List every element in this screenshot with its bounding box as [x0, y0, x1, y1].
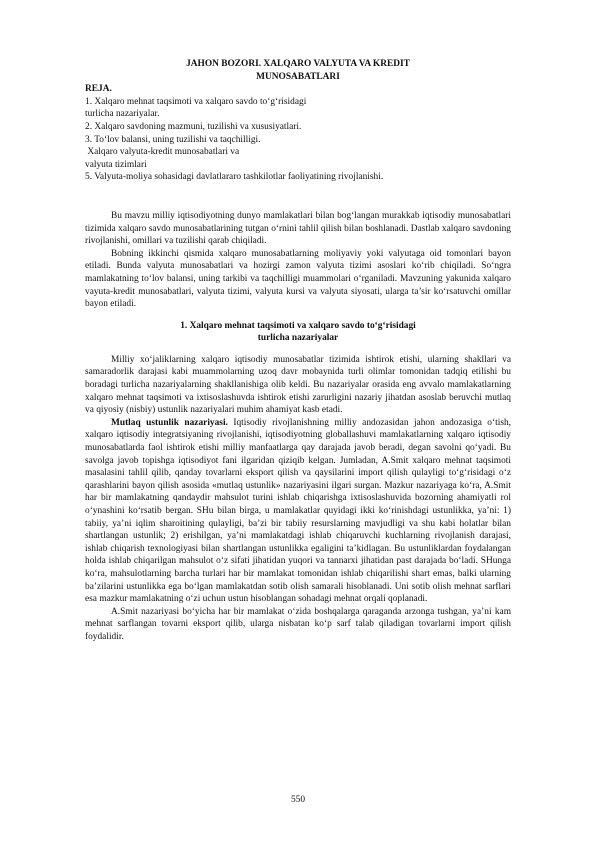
intro-paragraph: Bobning ikkinchi qismida xalqaro munosabatlarning moliyaviy yoki valyutaga oid tomonlari bayon etiladi. Bunda valyuta munosabatlari va hozirgi zamon valyuta tizimi asoslari ko‘rib chiqiladi. So‘ngra mamlakatning to‘lov balansi, uning tarkibi va taqchilligi muammolari o‘rganiladi. Mavzuning yakunida xalqaro vayuta-kredit munosabatlari, valyuta tizimi, valyuta kursi va valyuta siyosati, ularga ta’sir ko‘rsatuvchi omillar bayon etiladi.	[85, 248, 511, 310]
section-heading-line-2: turlicha nazariyalar	[257, 333, 339, 344]
document-title-line-2: MUNOSABATLARI	[256, 71, 340, 82]
document-page	[85, 58, 511, 644]
spacer	[85, 311, 511, 320]
body-paragraph: Milliy xo‘jaliklarning xalqaro iqtisodiy munosabatlar tizimida ishtirok etishi, ularning shakllari va samaradorlik darajasi kabi muammolarning uzoq davr mobaynida turli olimlar tomonidan tadqiq etilishi bu boradagi turlicha nazariyalarning shakllanishiga olib keldi. Bu nazariyalar orasida eng avvalo mamlakatlarning xalqaro mehnat taqsimoti va ixtisoslashuvda ishtirok etishi zarurligini nazariy jihatdan asoslab beruvchi mutlaq va qiyosiy (nisbiy) ustunlik nazariyalari muhim ahamiyat kasb etadi.	[85, 354, 511, 416]
section-heading-line-1: 1. Xalqaro mehnat taqsimoti va xalqaro savdo to‘g‘risidagi	[180, 320, 416, 331]
spacer	[85, 345, 511, 354]
document-title-line-1: JAHON BOZORI. XALQARO VALYUTA VA KREDIT	[186, 59, 410, 69]
body-paragraph: A.Smit nazariyasi bo‘yicha har bir mamlakat o‘zida boshqalarga qaraganda arzonga tushgan, ya’ni kam mehnat sarflangan tovarni eksport qilib, ularga nisbatan ko‘p sarf talab qiladigan tovarlarni import qilish foydalidir.	[85, 606, 511, 642]
intro-paragraph: Bu mavzu milliy iqtisodiyotning dunyo mamlakatlari bilan bog‘langan murakkab iqtisodiy munosabatlari tizimida xalqaro savdo munosabatlarining tutgan o‘rnini tahlil qilish bilan boshlanadi. Dastlab xalqaro savdoning rivojlanishi, omillari va tuzilishi qarab chiqiladi.	[85, 210, 511, 247]
plan-line: 2. Xalqaro savdoning mazmuni, tuzilishi va xususiyatlari.	[85, 121, 302, 132]
plan-line: 5. Valyuta-moliya sohasidagi davlatlararo tashkilotlar faoliyatining rivojlanishi.	[85, 172, 384, 183]
plan-line: 1. Xalqaro mehnat taqsimoti va xalqaro savdo to‘g‘risidagi	[85, 96, 307, 107]
plan-line: 3. To‘lov balansi, uning tuzilishi va taqchilligi.	[85, 134, 261, 145]
paragraph-lead-term: Mutlaq ustunlik nazariyasi.	[111, 417, 228, 428]
spacer	[85, 184, 511, 210]
plan-heading: REJA.	[85, 84, 112, 95]
plan-line: turlicha nazariyalar.	[85, 109, 160, 120]
plan-line: valyuta tizimlari	[85, 159, 147, 170]
plan-line: Xalqaro valyuta-kredit munosabatlari va	[85, 147, 240, 158]
page-number: 550	[290, 795, 306, 805]
body-paragraph	[85, 417, 511, 606]
paragraph-body: Iqtisodiy rivojlanishning milliy andozasidan jahon andozasiga o‘tish, xalqaro iqtisodiy integratsiyaning rivojlanishi, iqtisodiyotning globallashuvi mamlakatlarning xalqaro iqtisodiy munosabatlarda faol ishtirok etishi milliy manfaatlarga qay darajada javob beradi, degan savolni qo‘yadi. Bu savolga javob topishga iqtisodiyot fani ilgaridan qiziqib kelgan. Jumladan, A.Smit xalqaro mehnat taqsimoti masalasini tahlil qilib, qanday tovarlarni eksport qilish va qaysilarini import qilish qulayligi to‘g‘risidagi o‘z qarashlarini bayon qilish asosida «mutlaq ustunlik» nazariyasini ilgari surgan. Mazkur nazariyaga ko‘ra, A.Smit har bir mamlakatning qandaydir mahsulot turini ishlab chiqarishga ixtisoslashuvida bozorning ahamiyatli rol o‘ynashini ko‘rsatib bergan. SHu bilan birga, u mamlakatlar quyidagi ikki ko‘rinishdagi ustunlikka, ya’ni: 1) tabiiy, ya’ni iqlim sharoitining qulayligi, ba’zi bir tabiiy resurslarning mavjudligi va shu kabi holatlar bilan shartlangan ustunlik; 2) erishilgan, ya’ni mamlakatdagi ishlab chiqaruvchi kuchlarning rivojlanish darajasi, ishlab chiqarish texnologiyasi bilan shartlangan ustunlikka egaligini ta’kidlagan. Bu ustunliklardan foydalangan holda ishlab chiqarilgan mahsulot o‘z sifati jihatidan yuqori va tannarxi jihatidan past darajada bo‘ladi. SHunga ko‘ra, mahsulotlarning barcha turlari har bir mamlakat tomonidan ishlab chiqarilishi shart emas, balki ularning ba’zilarini ustunlikka ega bo‘lgan mamlakatdan sotib olish samarali hisoblanadi. Uni sotib olish mehnat sarflari esa mazkur mamlakatning o‘zi uchun ustun hisoblangan sohadagi mehnat orqali qoplanadi.	[85, 417, 512, 605]
